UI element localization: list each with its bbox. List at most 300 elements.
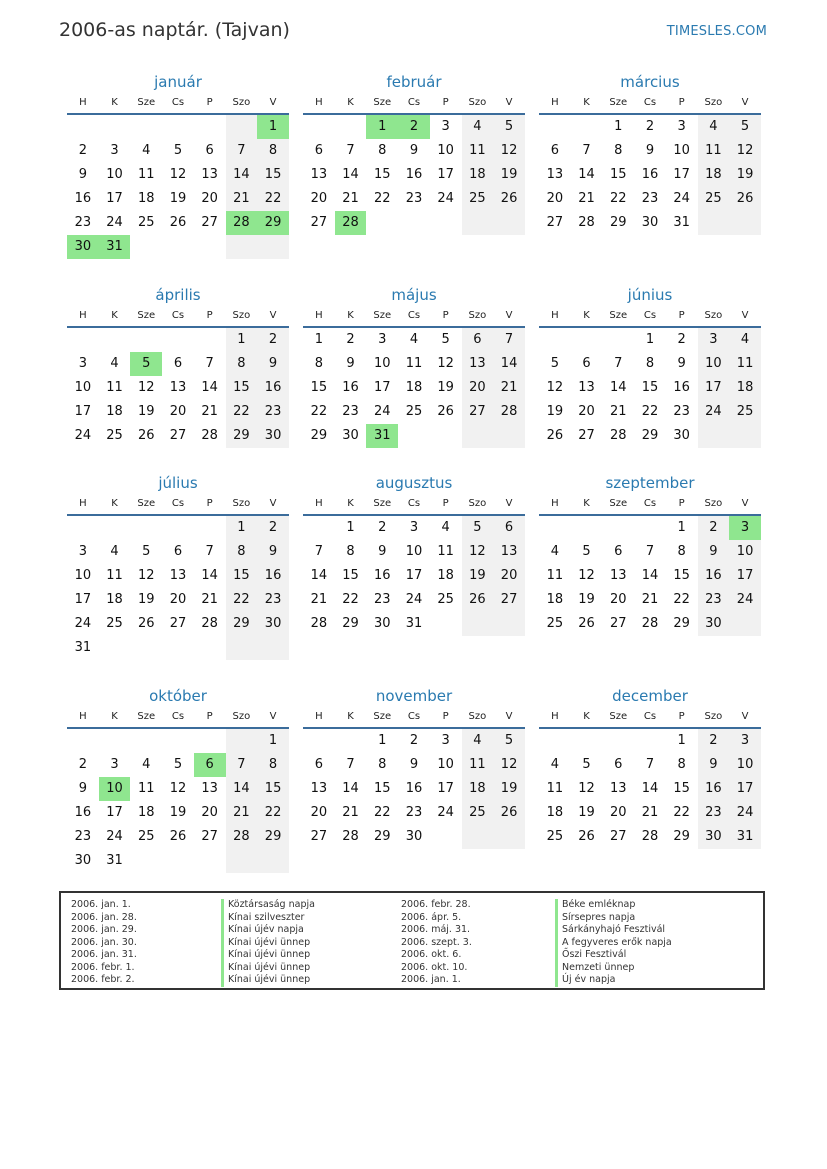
empty-cell (398, 211, 430, 235)
day-cell: 12 (137, 568, 155, 583)
week-row (67, 777, 289, 801)
day-cell: 4 (441, 520, 450, 535)
weekday-header (539, 306, 761, 328)
day-cell: 6 (493, 516, 525, 540)
week-row (539, 424, 761, 448)
weekday-label: Szo (232, 711, 251, 722)
day-cell: 30 (257, 612, 289, 636)
week-row (303, 328, 525, 352)
day-cell: 8 (226, 540, 258, 564)
day-cell: 12 (169, 781, 187, 796)
day-cell: 25 (729, 400, 761, 424)
weekday-label: K (583, 310, 590, 321)
day-cell: 2 (257, 516, 289, 540)
day-cell: 8 (645, 356, 655, 371)
day-cell: 6 (582, 356, 591, 371)
day-cell: 11 (546, 568, 564, 583)
day-cell: 22 (310, 404, 328, 419)
day-cell: 27 (310, 829, 328, 844)
day-cell: 28 (342, 829, 359, 844)
weekday-label: P (678, 310, 685, 321)
empty-cell (493, 612, 525, 636)
day-cell: 14 (578, 167, 595, 182)
weekday-label: Szo (468, 310, 487, 321)
day-cell: 9 (346, 356, 355, 371)
empty-cell (571, 516, 603, 540)
holiday-dates-right (401, 899, 472, 987)
empty-cell (194, 849, 226, 873)
day-cell: 10 (673, 143, 690, 158)
day-cell: 26 (546, 428, 564, 443)
empty-cell (67, 328, 99, 352)
day-cell: 16 (342, 380, 359, 395)
day-cell: 6 (614, 544, 623, 559)
month-name: július (158, 474, 198, 492)
day-cell: 7 (493, 328, 525, 352)
day-cell: 7 (205, 356, 214, 371)
week-row (303, 139, 525, 163)
day-cell: 9 (677, 356, 686, 371)
day-cell: 26 (437, 404, 454, 419)
weekday-label: H (79, 498, 87, 509)
day-cell: 7 (346, 143, 355, 158)
holiday-list (59, 891, 765, 990)
weekday-label: V (269, 310, 277, 321)
empty-cell (257, 849, 289, 873)
weekday-label: H (551, 498, 559, 509)
day-cell: 27 (201, 829, 218, 844)
day-cell: 7 (645, 757, 655, 772)
day-cell: 26 (169, 829, 187, 844)
day-cell: 16 (405, 781, 423, 796)
empty-cell (335, 115, 367, 139)
day-cell: 20 (462, 376, 494, 400)
day-cell: 1 (614, 119, 623, 134)
holiday-name: Új év napja (555, 974, 672, 987)
holiday-name: Kínai szilveszter (221, 912, 315, 925)
empty-cell (226, 115, 258, 139)
day-cell: 21 (641, 592, 659, 607)
day-cell: 27 (169, 616, 187, 631)
day-cell: 8 (346, 544, 355, 559)
empty-cell (729, 424, 761, 448)
holiday-date: 2006. jan. 28. (71, 911, 137, 923)
week-row (67, 564, 289, 588)
day-cell: 29 (342, 616, 359, 631)
week-row (303, 424, 525, 448)
empty-cell (130, 849, 162, 873)
day-cell: 4 (729, 328, 761, 352)
weekday-label: Szo (468, 97, 487, 108)
empty-cell (194, 729, 226, 753)
empty-cell (493, 424, 525, 448)
day-cell: 16 (673, 380, 690, 395)
day-cell: 22 (257, 187, 289, 211)
day-cell: 7 (614, 356, 623, 371)
day-cell: 23 (342, 404, 359, 419)
empty-cell (303, 115, 335, 139)
day-cell: 15 (257, 163, 289, 187)
empty-cell (366, 211, 398, 235)
day-cell: 8 (257, 753, 289, 777)
day-cell: 1 (346, 520, 355, 535)
day-cell: 13 (578, 380, 595, 395)
month-3 (539, 71, 761, 235)
day-cell: 30 (673, 428, 690, 443)
week-row (303, 115, 525, 139)
day-cell: 27 (169, 428, 187, 443)
empty-cell (634, 729, 666, 753)
day-cell: 30 (641, 215, 659, 230)
week-row (539, 777, 761, 801)
day-cell: 13 (201, 167, 218, 182)
day-cell: 17 (74, 592, 92, 607)
day-cell: 13 (169, 380, 187, 395)
week-row (303, 777, 525, 801)
day-cell: 23 (698, 801, 730, 825)
week-row (67, 801, 289, 825)
holiday-date: 2006. máj. 31. (401, 924, 471, 935)
day-cell: 27 (201, 215, 218, 230)
day-cell: 18 (546, 592, 564, 607)
weekday-label: V (741, 97, 749, 108)
day-cell: 20 (169, 404, 187, 419)
week-row (303, 352, 525, 376)
empty-cell (571, 328, 603, 352)
day-cell: 20 (578, 404, 595, 419)
day-cell: 11 (405, 356, 423, 371)
weekday-label: Sze (373, 97, 392, 108)
weekday-label: H (315, 498, 323, 509)
week-row (539, 328, 761, 352)
day-cell: 20 (310, 805, 328, 820)
holiday-date: 2006. febr. 28. (401, 899, 471, 910)
day-cell: 23 (698, 588, 730, 612)
week-row (539, 612, 761, 636)
day-cell: 6 (173, 356, 183, 371)
day-cell: 19 (462, 564, 494, 588)
month-7 (67, 472, 289, 660)
week-row (67, 400, 289, 424)
week-row (67, 424, 289, 448)
day-cell: 17 (729, 564, 761, 588)
day-cell: 21 (641, 805, 659, 820)
empty-cell (226, 729, 258, 753)
weekday-label: Cs (643, 97, 657, 108)
weekday-label: Szo (704, 711, 723, 722)
weekday-label: K (347, 498, 354, 509)
day-cell: 17 (74, 404, 92, 419)
day-cell: 1 (226, 516, 258, 540)
month-9 (539, 472, 761, 636)
day-cell: 14 (342, 781, 359, 796)
day-cell: 17 (437, 781, 454, 796)
weekday-header (539, 494, 761, 516)
day-cell: 5 (493, 729, 525, 753)
day-cell: 15 (226, 564, 258, 588)
day-cell: 14 (493, 352, 525, 376)
holiday-name: Sárkányhajó Fesztivál (555, 924, 672, 937)
day-cell: 3 (409, 520, 419, 535)
day-cell: 2 (78, 143, 87, 158)
day-cell: 12 (493, 753, 525, 777)
day-cell: 7 (205, 544, 214, 559)
weekday-label: Szo (232, 97, 251, 108)
weekday-label: P (678, 711, 685, 722)
day-cell: 3 (78, 356, 87, 371)
empty-cell (130, 115, 162, 139)
day-cell: 28 (578, 215, 595, 230)
day-cell: 31 (405, 616, 423, 631)
weekday-label: K (583, 711, 590, 722)
day-cell: 21 (578, 191, 595, 206)
day-cell: 3 (677, 119, 686, 134)
holiday-names-left (221, 899, 315, 987)
day-cell: 30 (698, 825, 730, 849)
holiday-date: 2006. jan. 1. (401, 974, 461, 985)
day-cell: 19 (578, 592, 595, 607)
day-cell: 12 (137, 380, 155, 395)
weekday-label: Szo (704, 97, 723, 108)
holiday-date: 2006. febr. 1. (71, 961, 135, 973)
day-cell: 18 (698, 163, 730, 187)
day-cell: 22 (226, 400, 258, 424)
month-name: március (620, 73, 680, 91)
day-cell: 8 (614, 143, 623, 158)
day-cell: 30 (342, 428, 359, 443)
day-cell: 12 (437, 356, 454, 371)
empty-cell (162, 729, 194, 753)
day-cell: 12 (493, 139, 525, 163)
day-cell: 14 (226, 777, 258, 801)
day-cell: 10 (698, 352, 730, 376)
day-cell: 15 (641, 380, 659, 395)
day-cell: 23 (373, 592, 391, 607)
empty-cell (194, 328, 226, 352)
week-row (67, 139, 289, 163)
day-cell: 6 (462, 328, 494, 352)
day-cell: 18 (462, 777, 494, 801)
day-cell: 21 (342, 805, 359, 820)
empty-cell (130, 729, 162, 753)
weekday-label: P (206, 711, 213, 722)
weekday-label: Szo (704, 310, 723, 321)
holiday-name: Kínai újév napja (221, 924, 315, 937)
holiday-date: 2006. okt. 10. (401, 961, 468, 973)
day-cell: 16 (641, 167, 659, 182)
weekday-header (67, 494, 289, 516)
empty-cell (99, 636, 131, 660)
day-cell: 8 (378, 757, 387, 772)
day-cell: 4 (698, 115, 730, 139)
weekday-label: V (269, 711, 277, 722)
day-cell: 24 (74, 428, 92, 443)
week-row (539, 588, 761, 612)
day-cell: 9 (78, 781, 87, 796)
day-cell: 16 (257, 376, 289, 400)
day-cell: 30 (257, 424, 289, 448)
day-cell: 2 (645, 119, 655, 134)
day-cell: 9 (409, 143, 419, 158)
day-cell: 4 (110, 544, 119, 559)
holiday-day-cell: 28 (226, 211, 258, 235)
day-cell: 15 (342, 568, 359, 583)
day-cell: 24 (405, 592, 423, 607)
weekday-header (303, 707, 525, 729)
day-cell: 31 (106, 853, 123, 868)
week-row (303, 376, 525, 400)
day-cell: 19 (137, 592, 155, 607)
day-cell: 25 (137, 215, 155, 230)
month-name: február (386, 73, 442, 91)
weekday-header (303, 306, 525, 328)
day-cell: 9 (645, 143, 655, 158)
month-name: november (375, 687, 453, 705)
weekday-label: Cs (643, 498, 657, 509)
week-row (67, 753, 289, 777)
week-row (67, 516, 289, 540)
day-cell: 21 (226, 187, 258, 211)
day-cell: 4 (142, 757, 151, 772)
day-cell: 5 (441, 332, 450, 347)
holiday-day-cell: 28 (335, 211, 367, 235)
day-cell: 27 (546, 215, 564, 230)
day-cell: 10 (106, 167, 123, 182)
day-cell: 2 (677, 332, 686, 347)
empty-cell (698, 424, 730, 448)
day-cell: 11 (106, 380, 123, 395)
holiday-day-cell: 30 (67, 235, 99, 259)
day-cell: 15 (226, 376, 258, 400)
day-cell: 23 (405, 191, 423, 206)
empty-cell (602, 328, 634, 352)
day-cell: 26 (578, 829, 595, 844)
day-cell: 19 (169, 805, 187, 820)
holiday-date: 2006. ápr. 5. (401, 911, 462, 923)
day-cell: 22 (641, 404, 659, 419)
weekday-label: Cs (171, 97, 185, 108)
day-cell: 25 (462, 187, 494, 211)
empty-cell (130, 328, 162, 352)
day-cell: 27 (609, 616, 627, 631)
holiday-name: Köztársaság napja (221, 899, 315, 912)
day-cell: 4 (550, 757, 559, 772)
holiday-name: Sírsepres napja (555, 912, 672, 925)
week-row (67, 636, 289, 660)
day-cell: 11 (729, 352, 761, 376)
week-row (539, 516, 761, 540)
day-cell: 26 (462, 588, 494, 612)
weekday-header (303, 93, 525, 115)
day-cell: 15 (609, 167, 627, 182)
day-cell: 2 (346, 332, 355, 347)
day-cell: 8 (314, 356, 323, 371)
day-cell: 24 (729, 801, 761, 825)
day-cell: 1 (257, 729, 289, 753)
day-cell: 8 (677, 757, 686, 772)
empty-cell (162, 636, 194, 660)
day-cell: 11 (137, 781, 155, 796)
empty-cell (194, 235, 226, 259)
day-cell: 1 (677, 733, 686, 748)
empty-cell (67, 729, 99, 753)
day-cell: 14 (226, 163, 258, 187)
day-cell: 23 (257, 588, 289, 612)
day-cell: 30 (74, 853, 92, 868)
weekday-label: P (442, 711, 449, 722)
empty-cell (462, 825, 494, 849)
day-cell: 18 (137, 805, 155, 820)
day-cell: 27 (462, 400, 494, 424)
day-cell: 19 (493, 777, 525, 801)
day-cell: 11 (462, 139, 494, 163)
week-row (67, 328, 289, 352)
week-row (67, 588, 289, 612)
week-row (539, 825, 761, 849)
day-cell: 24 (106, 829, 123, 844)
day-cell: 29 (310, 428, 328, 443)
day-cell: 3 (78, 544, 87, 559)
day-cell: 24 (729, 588, 761, 612)
weekday-label: P (442, 498, 449, 509)
empty-cell (162, 115, 194, 139)
day-cell: 22 (673, 592, 690, 607)
day-cell: 17 (106, 805, 123, 820)
brand-link[interactable]: TIMESLES.COM (666, 24, 767, 39)
weekday-label: Sze (137, 711, 156, 722)
day-cell: 27 (310, 215, 328, 230)
day-cell: 3 (110, 143, 119, 158)
day-cell: 29 (673, 829, 690, 844)
day-cell: 23 (74, 215, 92, 230)
holiday-day-cell: 3 (729, 516, 761, 540)
weekday-label: K (583, 498, 590, 509)
day-cell: 10 (437, 143, 454, 158)
day-cell: 16 (74, 805, 92, 820)
empty-cell (226, 849, 258, 873)
day-cell: 3 (698, 328, 730, 352)
day-cell: 6 (550, 143, 559, 158)
weekday-label: Sze (137, 310, 156, 321)
weekday-label: Cs (171, 498, 185, 509)
weekday-label: K (111, 711, 118, 722)
day-cell: 10 (729, 540, 761, 564)
weekday-label: Cs (643, 711, 657, 722)
week-row (67, 187, 289, 211)
day-cell: 9 (257, 352, 289, 376)
week-row (539, 115, 761, 139)
month-name: április (155, 286, 201, 304)
day-cell: 11 (546, 781, 564, 796)
weekday-header (539, 93, 761, 115)
weekday-label: Szo (468, 498, 487, 509)
week-row (67, 352, 289, 376)
day-cell: 2 (698, 516, 730, 540)
day-cell: 19 (493, 163, 525, 187)
holiday-date: 2006. jan. 29. (71, 924, 137, 935)
day-cell: 29 (673, 616, 690, 631)
day-cell: 7 (226, 139, 258, 163)
day-cell: 20 (493, 564, 525, 588)
day-cell: 17 (106, 191, 123, 206)
week-row (67, 612, 289, 636)
weekday-label: H (315, 711, 323, 722)
weekday-label: H (79, 97, 87, 108)
day-cell: 17 (698, 376, 730, 400)
day-cell: 3 (729, 729, 761, 753)
weekday-label: Cs (407, 711, 421, 722)
empty-cell (571, 729, 603, 753)
